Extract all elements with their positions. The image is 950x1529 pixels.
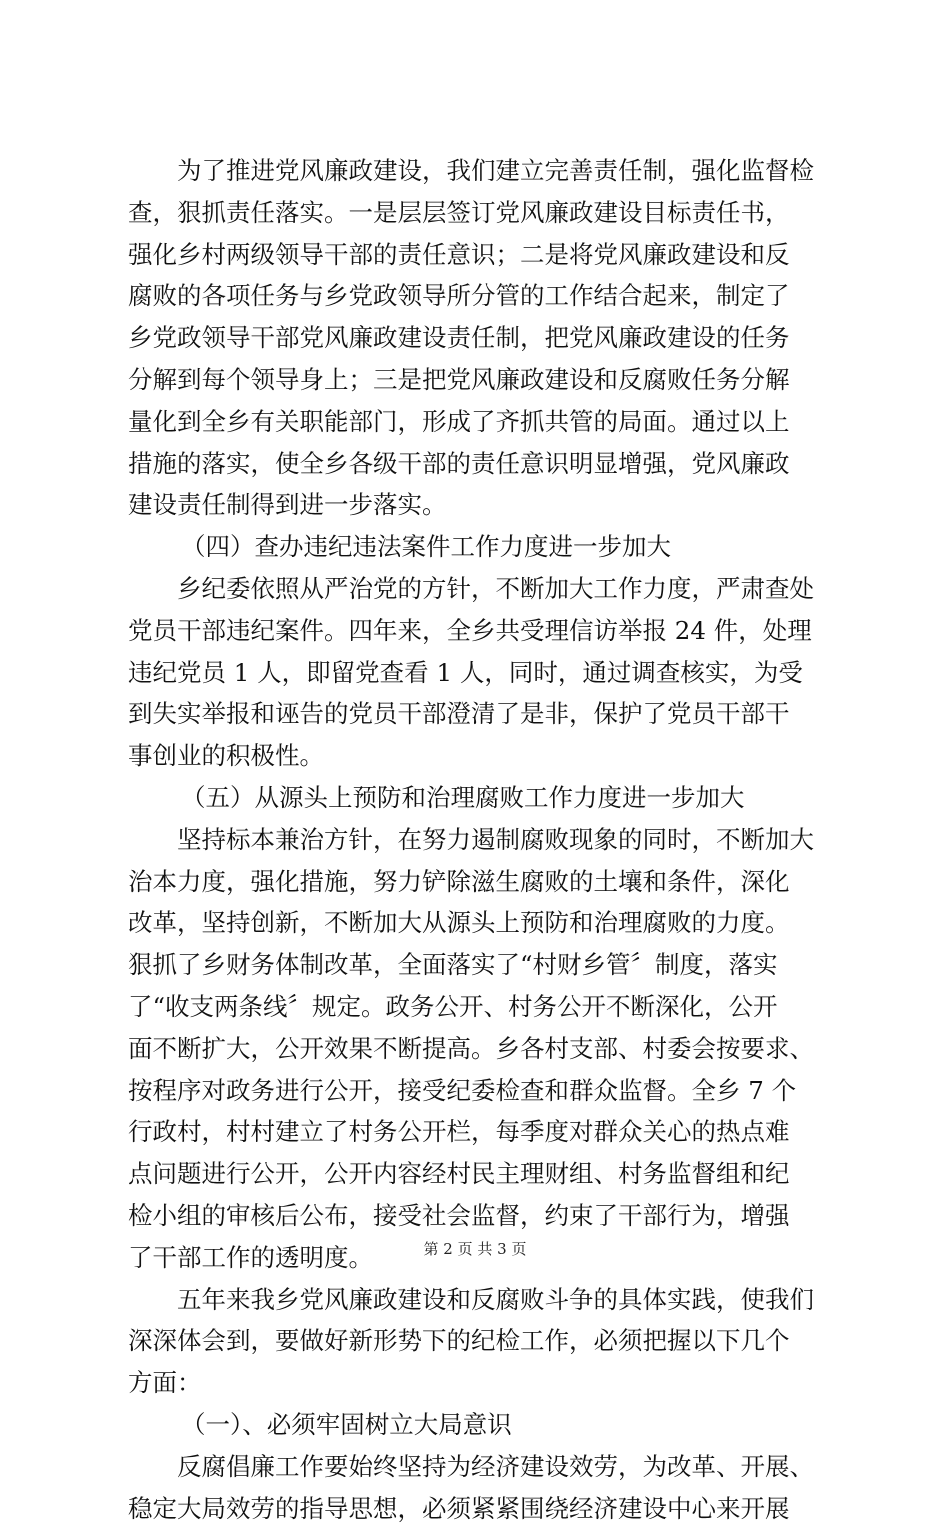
paragraph-line: 强化乡村两级领导干部的责任意识；二是将党风廉政建设和反 <box>128 234 828 276</box>
paragraph-line: 措施的落实，使全乡各级干部的责任意识明显增强，党风廉政 <box>128 443 828 485</box>
paragraph-line: 反腐倡廉工作要始终坚持为经济建设效劳，为改革、开展、 <box>128 1446 828 1488</box>
paragraph-line: 了“收支两条线〞规定。政务公开、村务公开不断深化，公开 <box>128 986 828 1028</box>
paragraph-line: 行政村，村村建立了村务公开栏，每季度对群众关心的热点难 <box>128 1111 828 1153</box>
paragraph-line: 稳定大局效劳的指导思想，必须紧紧围绕经济建设中心来开展 <box>128 1488 828 1529</box>
paragraph-line: 检小组的审核后公布，接受社会监督，约束了干部行为，增强 <box>128 1195 828 1237</box>
paragraph-line: 按程序对政务进行公开，接受纪委检查和群众监督。全乡 7 个 <box>128 1070 828 1112</box>
paragraph-line: 为了推进党风廉政建设，我们建立完善责任制，强化监督检 <box>128 150 828 192</box>
paragraph-line: 违纪党员 1 人，即留党查看 1 人，同时，通过调查核实，为受 <box>128 652 828 694</box>
paragraph-line: 乡纪委依照从严治党的方针，不断加大工作力度，严肃查处 <box>128 568 828 610</box>
paragraph-line: 狠抓了乡财务体制改革，全面落实了“村财乡管〞制度，落实 <box>128 944 828 986</box>
paragraph-line: 到失实举报和诬告的党员干部澄清了是非，保护了党员干部干 <box>128 693 828 735</box>
paragraph-line: 建设责任制得到进一步落实。 <box>128 484 828 526</box>
paragraph-line: 腐败的各项任务与乡党政领导所分管的工作结合起来，制定了 <box>128 275 828 317</box>
paragraph-line: 治本力度，强化措施，努力铲除滋生腐败的土壤和条件，深化 <box>128 861 828 903</box>
paragraph-line: 面不断扩大，公开效果不断提高。乡各村支部、村委会按要求、 <box>128 1028 828 1070</box>
paragraph-line: 了干部工作的透明度。 <box>128 1237 828 1279</box>
section-heading: （四）查办违纪违法案件工作力度进一步加大 <box>128 526 828 568</box>
paragraph-line: 事创业的积极性。 <box>128 735 828 777</box>
paragraph-line: 查，狠抓责任落实。一是层层签订党风廉政建设目标责任书， <box>128 192 828 234</box>
paragraph-line: 乡党政领导干部党风廉政建设责任制，把党风廉政建设的任务 <box>128 317 828 359</box>
paragraph-line: 五年来我乡党风廉政建设和反腐败斗争的具体实践，使我们 <box>128 1279 828 1321</box>
section-heading: （一）、必须牢固树立大局意识 <box>128 1404 828 1446</box>
page-footer: 第 2 页 共 3 页 <box>0 1239 950 1259</box>
paragraph-line: 改革，坚持创新，不断加大从源头上预防和治理腐败的力度。 <box>128 902 828 944</box>
paragraph-line: 方面： <box>128 1362 828 1404</box>
paragraph-line: 党员干部违纪案件。四年来，全乡共受理信访举报 24 件，处理 <box>128 610 828 652</box>
paragraph-line: 分解到每个领导身上；三是把党风廉政建设和反腐败任务分解 <box>128 359 828 401</box>
body-text <box>128 150 828 1529</box>
paragraph-line: 坚持标本兼治方针，在努力遏制腐败现象的同时，不断加大 <box>128 819 828 861</box>
paragraph-line: 深深体会到，要做好新形势下的纪检工作，必须把握以下几个 <box>128 1320 828 1362</box>
section-heading: （五）从源头上预防和治理腐败工作力度进一步加大 <box>128 777 828 819</box>
paragraph-line: 量化到全乡有关职能部门，形成了齐抓共管的局面。通过以上 <box>128 401 828 443</box>
paragraph-line: 点问题进行公开，公开内容经村民主理财组、村务监督组和纪 <box>128 1153 828 1195</box>
